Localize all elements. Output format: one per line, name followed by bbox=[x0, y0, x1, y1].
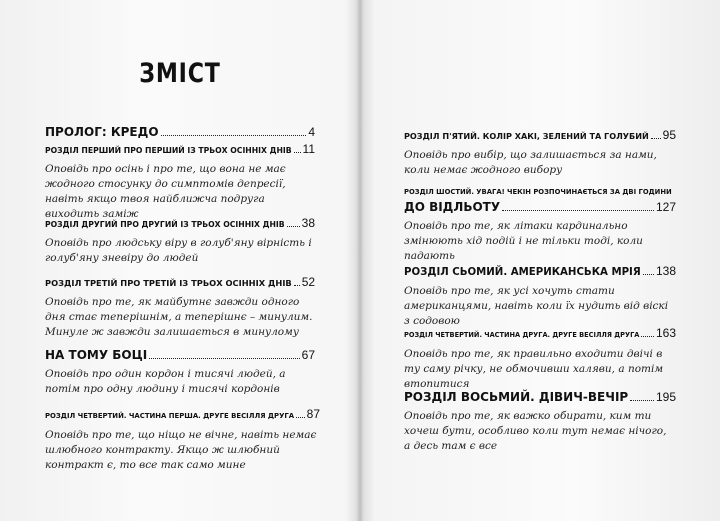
toc-entry-page: 138 bbox=[655, 264, 676, 278]
toc-entry-description: Оповідь про те, як важко обирати, ким ти хочеш бути, особливо коли тут немає нічого, а десь там є все bbox=[404, 410, 667, 452]
toc-entry-chapter-8 bbox=[404, 390, 676, 454]
toc-entry-description: Оповідь про вибір, що залишається за нами, коли немає жодного вибору bbox=[404, 149, 657, 176]
leader-dots bbox=[630, 400, 654, 401]
toc-entry-page: 195 bbox=[655, 390, 676, 404]
leader-dots bbox=[287, 226, 300, 227]
toc-entry-chapter-3 bbox=[45, 275, 315, 340]
toc-entry-on-that-side bbox=[45, 348, 315, 397]
toc-entry-chapter-2 bbox=[45, 216, 315, 266]
toc-entry-page: 95 bbox=[662, 128, 676, 142]
leader-dots bbox=[641, 336, 654, 337]
toc-entry-title: НА ТОМУ БОЦІ bbox=[45, 348, 148, 362]
toc-entry-title: РОЗДІЛ ШОСТИЙ. УВАГА! ЧЕКІН РОЗПОЧИНАЄТЬСЯ ЗА ДВІ ГОДИНИ bbox=[404, 188, 672, 196]
toc-entry-title: РОЗДІЛ ТРЕТІЙ ПРО ТРЕТІЙ ІЗ ТРЬОХ ОСІННІХ ДНІВ bbox=[45, 278, 292, 288]
toc-entry-chapter-6 bbox=[404, 185, 676, 264]
leader-dots bbox=[643, 274, 654, 275]
toc-entry-title: РОЗДІЛ ЧЕТВЕРТИЙ. ЧАСТИНА ПЕРША. ДРУГЕ ВЕСІЛЛЯ ДРУГА bbox=[45, 412, 295, 420]
leader-dots bbox=[294, 285, 300, 286]
toc-entry-description: Оповідь про один кордон і тисячі людей, а потім про одну людину і тисячі кордонів bbox=[45, 368, 286, 395]
leader-dots bbox=[149, 358, 299, 359]
toc-entry-chapter-7 bbox=[404, 264, 676, 329]
toc-entry-description: Оповідь про те, як правильно входити двічі в ту саму річку, не обмочивши халяви, а потім втопитися bbox=[404, 348, 664, 390]
toc-entry-chapter-4-part-1 bbox=[45, 407, 320, 473]
toc-entry-title: РОЗДІЛ ВОСЬМИЙ. ДІВИЧ-ВЕЧІР bbox=[404, 390, 629, 404]
right-page bbox=[360, 0, 720, 521]
toc-entry-title: ПРОЛОГ: КРЕДО bbox=[45, 125, 159, 139]
toc-entry-title: РОЗДІЛ ДРУГИЙ ПРО ДРУГИЙ ІЗ ТРЬОХ ОСІННІХ ДНІВ bbox=[45, 220, 285, 229]
toc-entry-page: 67 bbox=[301, 348, 315, 362]
leader-dots bbox=[296, 417, 305, 418]
leader-dots bbox=[502, 210, 654, 211]
leader-dots bbox=[651, 138, 661, 139]
toc-entry-chapter-4-part-2 bbox=[404, 326, 676, 392]
toc-entry-page: 163 bbox=[655, 326, 676, 340]
toc-entry-title: РОЗДІЛ ЧЕТВЕРТИЙ. ЧАСТИНА ДРУГА. ДРУГЕ ВЕСІЛЛЯ ДРУГА bbox=[404, 331, 640, 339]
toc-entry-description: Оповідь про те, як усі хочуть стати американцями, навіть коли їх нудить від віскі з содовою bbox=[404, 285, 669, 327]
toc-entry-page: 87 bbox=[306, 407, 320, 421]
toc-entry-title: РОЗДІЛ ПЕРШИЙ ПРО ПЕРШИЙ ІЗ ТРЬОХ ОСІННІХ ДНІВ bbox=[45, 146, 292, 155]
toc-entry-title: РОЗДІЛ П'ЯТИЙ. КОЛІР ХАКІ, ЗЕЛЕНИЙ ТА ГОЛУБИЙ bbox=[404, 131, 649, 141]
toc-entry-page: 127 bbox=[655, 200, 676, 214]
contents-title: ЗМІСТ bbox=[139, 58, 221, 89]
toc-entry-description: Оповідь про те, як майбутнє завжди одного дня стає теперішнім, а теперішнє – минулим. Минуле ж завжди залишається в минулому bbox=[45, 296, 313, 338]
toc-entry-page: 52 bbox=[301, 275, 316, 289]
toc-entry-prologue bbox=[45, 125, 315, 140]
toc-entry-description: Оповідь про те, що ніщо не вічне, навіть немає шлюбного контракту. Якщо ж шлюбний контракт є, то все так само мине bbox=[45, 429, 317, 471]
toc-entry-description: Оповідь про те, як літаки кардинально змінюють хід подій і не тільки тоді, коли падають bbox=[404, 220, 643, 262]
toc-entry-description: Оповідь про осінь і про те, що вона не має жодного стосунку до симптомів депресії, навіть якщо твоя найближча подруга виходить заміж bbox=[45, 163, 286, 220]
toc-entry-page: 38 bbox=[301, 216, 315, 230]
leader-dots bbox=[161, 135, 307, 136]
toc-entry-title: РОЗДІЛ СЬОМИЙ. АМЕРИКАНСЬКА МРІЯ bbox=[404, 267, 641, 278]
toc-entry-title-line2: ДО ВІДЛЬОТУ bbox=[404, 200, 501, 214]
toc-entry-page: 4 bbox=[308, 125, 315, 139]
leader-dots bbox=[294, 152, 301, 153]
toc-entry-chapter-5 bbox=[404, 128, 676, 178]
toc-entry-chapter-1 bbox=[45, 142, 315, 222]
toc-entry-page: 11 bbox=[302, 142, 315, 156]
toc-entry-description: Оповідь про людську віру в голуб'яну вірність і голуб'яну зневіру до людей bbox=[45, 237, 312, 264]
